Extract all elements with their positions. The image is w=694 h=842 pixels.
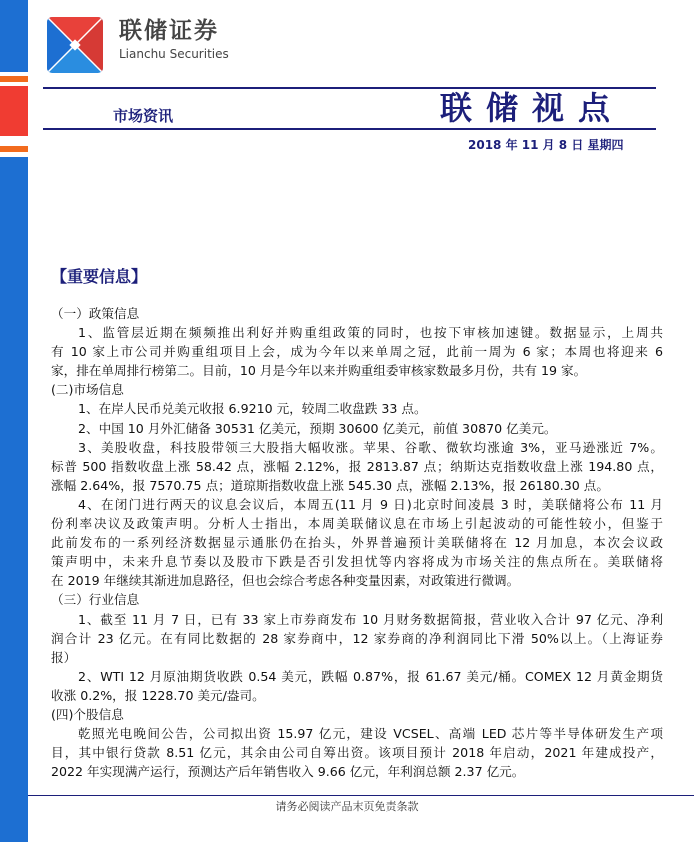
paragraph-line: 标普 500 指数收盘上涨 58.42 点，涨幅 2.12%，报 2813.87 点；纳斯达克指数收盘上涨 194.80 点， [51, 458, 663, 474]
paragraph-line: 2、WTI 12 月原油期货收跌 0.54 美元，跌幅 0.87%，报 61.67 美元/桶。COMEX 12 月黄金期货 [78, 668, 663, 684]
paragraph-line: 1、截至 11 月 7 日，已有 33 家上市券商发布 10 月财务数据简报，营业收入合计 97 亿元、净利 [78, 611, 663, 627]
disclaimer-footer: 请务必阅读产品末页免责条款 [275, 800, 419, 813]
paragraph-line: 1、在岸人民币兑美元收报 6.9210 元，较周二收盘跌 33 点。 [78, 401, 427, 417]
paragraph-line: 份利率决议及政策声明。分析人士指出，本周美联储议息在市场上引起波动的可能性较小，但鉴于 [51, 516, 663, 532]
paragraph-line: 在 2019 年继续其渐进加息路径，但也会综合考虑各种变量因素，对政策进行微调。 [51, 573, 520, 589]
section-label: 市场资讯 [113, 107, 174, 125]
paragraph-line: 2022 年实现满产运行，预测达产后年销售收入 9.66 亿元，年利润总额 2.37 亿元。 [51, 764, 525, 780]
paragraph-line: 涨幅 2.64%，报 7570.75 点；道琼斯指数收盘上涨 545.30 点，涨幅 2.13%，报 26180.30 点。 [51, 477, 609, 493]
paragraph-line: 2、中国 10 月外汇储备 30531 亿美元，预期 30600 亿美元，前值 30870 亿美元。 [78, 420, 557, 436]
paragraph-line: 润合计 23 亿元。在有同比数据的 28 家券商中，12 家券商的净利润同比下滑 50%以上。（上海证券 [51, 630, 663, 646]
brand-name-en: Lianchu Securities [119, 47, 229, 61]
side-bar-blue-top [0, 0, 28, 72]
paragraph-line: 3、美股收盘，科技股带领三大股指大幅收涨。苹果、谷歌、微软均涨逾 3%，亚马逊涨近 7%。 [78, 439, 663, 455]
side-bar-orange-stripe [0, 146, 28, 152]
report-date: 2018 年 11 月 8 日 星期四 [468, 138, 624, 152]
paragraph-line: 乾照光电晚间公告，公司拟出资 15.97 亿元，建设 VCSEL、高端 LED 芯片等半导体研发生产项 [78, 726, 663, 742]
section-heading: 【重要信息】 [51, 267, 148, 286]
footer-divider [28, 795, 694, 796]
side-bar-red [0, 86, 28, 136]
subsection-heading: （三）行业信息 [51, 592, 140, 608]
brand-name-cn: 联储证券 [119, 18, 219, 44]
paragraph-line: 此前发布的一系列经济数据显示通胀仍在抬头，外界普遍预计美联储将在 12 月加息，本次会议政 [51, 535, 663, 551]
paragraph-line: 目，其中银行贷款 8.51 亿元，其余由公司自筹出资。该项目预计 2018 年启动，2021 年建成投产， [51, 745, 663, 761]
side-bar-orange-stripe [0, 76, 28, 82]
paragraph-line: 策声明中，未来升息节奏以及股市下跌是否引发担忧等内容将成为市场关注的焦点所在。美联储将 [51, 554, 663, 570]
paragraph-line: 有 10 家上市公司并购重组项目上会，成为今年以来单周之冠，此前一周为 6 家；本周也将迎来 6 [51, 344, 663, 360]
paragraph-line: 家，排在单周排行榜第二。目前，10 月是今年以来并购重组委审核家数最多月份，共有 19 家。 [51, 363, 587, 379]
company-logo-icon [47, 17, 103, 73]
subsection-heading: (二)市场信息 [51, 382, 124, 398]
report-body [51, 304, 663, 781]
paragraph-line: 1、监管层近期在频频推出利好并购重组政策的同时，也按下审核加速键。数据显示，上周共 [78, 325, 663, 341]
paragraph-line: 收涨 0.2%，报 1228.70 美元/盎司。 [51, 687, 265, 703]
paragraph-line: 报） [51, 649, 77, 665]
report-title: 联储视点 [440, 89, 625, 127]
side-bar-blue-bottom [0, 157, 28, 842]
paragraph-line: 4、在闭门进行两天的议息会议后，本周五(11 月 9 日)北京时间凌晨 3 时，美联储将公布 11 月 [78, 496, 663, 512]
title-divider [43, 128, 656, 130]
subsection-heading: （一）政策信息 [51, 306, 140, 321]
subsection-heading: (四)个股信息 [51, 706, 124, 722]
